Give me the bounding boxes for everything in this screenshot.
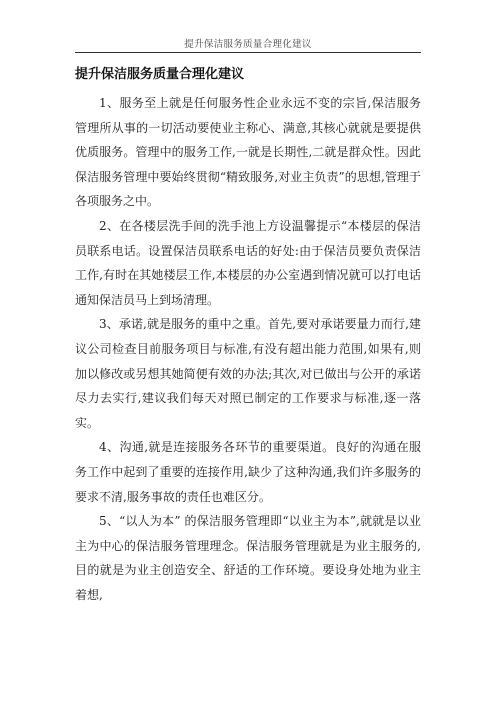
paragraph-3: 3、承诺,就是服务的重中之重。首先,要对承诺要量力而行,建议公司检查目前服务项目与标准,有没有超出能力范围,如果有,则加以修改或另想其她简便有效的办法;其次,对已做出与公开的承诺尽力去实行,建议我们每天对照已制定的工作要求与标准,逐一落实。 bbox=[75, 317, 421, 430]
running-header: 提升保洁服务质量合理化建议 bbox=[184, 39, 312, 50]
paragraph-5: 5、“以人为本” 的保洁服务管理即“以业主为本”,就就是以业主为中心的保洁服务管理理念。保洁服务管理就是为业主服务的,目的就是为业主创造安全、舒适的工作环境。要设身处地为业主着想, bbox=[75, 514, 421, 602]
header-divider bbox=[75, 52, 421, 53]
paragraph-4: 4、沟通,就是连接服务各环节的重要渠道。良好的沟通在服务工作中起到了重要的连接作用,缺少了这种沟通,我们许多服务的要求不清,服务事故的责任也难区分。 bbox=[75, 440, 421, 504]
document-body bbox=[75, 66, 421, 607]
paragraph-1: 1、服务至上就是任何服务性企业永远不变的宗旨,保洁服务管理所从事的一切活动要使业主称心、满意,其核心就就是要提供优质服务。管理中的服务工作,一就是长期性,二就是群众性。因此保洁服务管理中要始终贯彻“精致服务,对业主负责”的思想,管理于各项服务之中。 bbox=[75, 96, 421, 209]
document-title: 提升保洁服务质量合理化建议 bbox=[75, 67, 245, 82]
paragraph-2: 2、在各楼层洗手间的洗手池上方设温馨提示“本楼层的保洁员联系电话。设置保洁员联系电话的好处:由于保洁员要负责保洁工作,有时在其她楼层工作,本楼层的办公室遇到情况就可以打电话通知保洁员马上到场清理。 bbox=[75, 218, 421, 307]
